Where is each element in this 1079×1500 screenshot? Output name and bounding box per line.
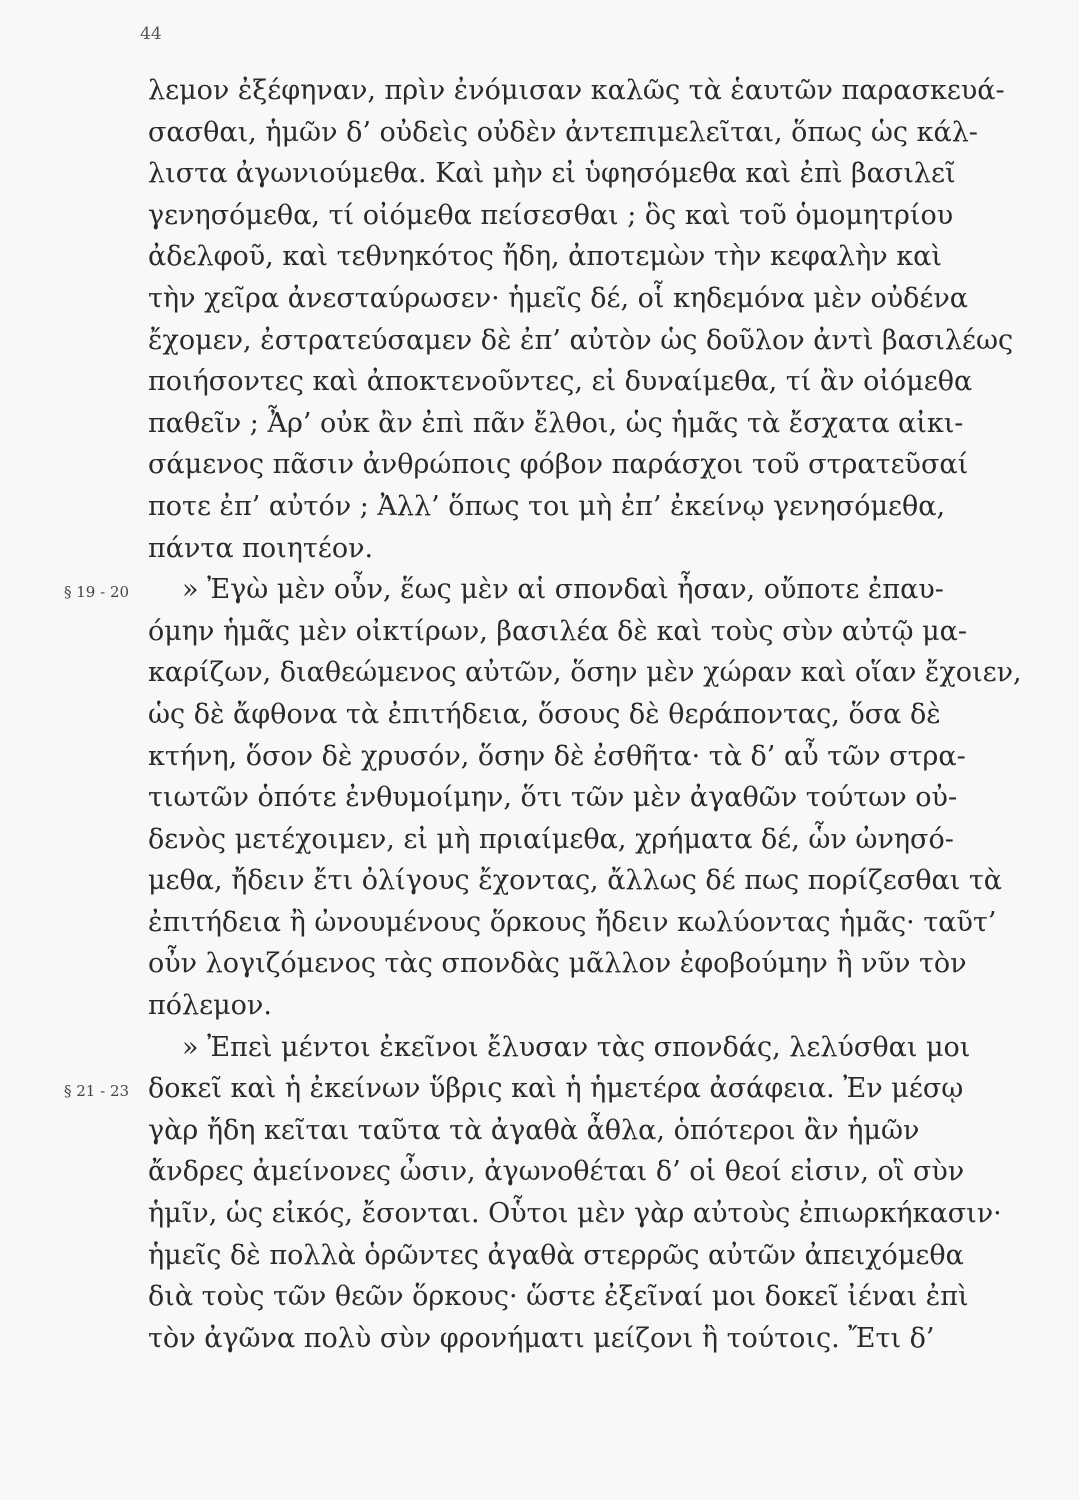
text-line: καρίζων, διαθεώμενος αὐτῶν, ὅσην μὲν χώραν καὶ οἵαν ἔχοιεν, bbox=[148, 657, 1022, 689]
text-line: σασθαι, ἡμῶν δ’ οὐδεὶς οὐδὲν ἀντεπιμελεῖται, ὅπως ὡς κάλ- bbox=[148, 116, 978, 148]
text-line: μεθα, ἤδειν ἔτι ὀλίγους ἔχοντας, ἄλλως δέ πως πορίζεσθαι τὰ bbox=[148, 865, 1003, 897]
text-line: δοκεῖ καὶ ἡ ἐκείνων ὕβρις καὶ ἡ ἡμετέρα ἀσάφεια. Ἐν μέσῳ bbox=[148, 1073, 964, 1105]
text-line: γενησόμεθα, τί οἰόμεθα πείσεσθαι ; ὃς καὶ τοῦ ὁμομητρίου bbox=[148, 199, 954, 231]
text-line: τιωτῶν ὁπότε ἐνθυμοίμην, ὅτι τῶν μὲν ἀγαθῶν τούτων οὐ- bbox=[148, 782, 958, 814]
text-line: τὸν ἀγῶνα πολὺ σὺν φρονήματι μείζονι ἢ τούτοις. Ἔτι δ’ bbox=[148, 1322, 935, 1354]
text-line: τὴν χεῖρα ἀνεσταύρωσεν· ἡμεῖς δέ, οἷ κηδεμόνα μὲν οὐδένα bbox=[148, 282, 969, 314]
text-line: λεμον ἐξέφηναν, πρὶν ἐνόμισαν καλῶς τὰ ἑαυτῶν παρασκευά- bbox=[148, 75, 1005, 106]
text-line: πάντα ποιητέον. bbox=[148, 532, 374, 564]
section-marker: § 21 - 23 bbox=[64, 1082, 130, 1101]
text-line: ἔχομεν, ἐστρατεύσαμεν δὲ ἐπ’ αὐτὸν ὡς δοῦλον ἀντὶ βασιλέως bbox=[148, 324, 1014, 356]
text-line: πόλεμον. bbox=[148, 990, 272, 1022]
text-line: οὖν λογιζόμενος τὰς σπονδὰς μᾶλλον ἐφοβούμην ἢ νῦν τὸν bbox=[148, 948, 967, 980]
text-line: ἀδελφοῦ, καὶ τεθνηκότος ἤδη, ἀποτεμὼν τὴν κεφαλὴν καὶ bbox=[148, 241, 942, 273]
text-line: ἡμεῖς δὲ πολλὰ ὁρῶντες ἀγαθὰ στερρῶς αὐτῶν ἀπειχόμεθα bbox=[148, 1239, 964, 1271]
text-line: διὰ τοὺς τῶν θεῶν ὅρκους· ὥστε ἐξεῖναί μοι δοκεῖ ἰέναι ἐπὶ bbox=[148, 1281, 969, 1313]
text-line: κτήνη, ὅσον δὲ χρυσόν, ὅσην δὲ ἐσθῆτα· τὰ δ’ αὖ τῶν στρα- bbox=[148, 740, 966, 772]
text-line: γὰρ ἤδη κεῖται ταῦτα τὰ ἀγαθὰ ἆθλα, ὁπότεροι ἂν ἡμῶν bbox=[148, 1114, 920, 1146]
text-line: λιστα ἀγωνιούμεθα. Καὶ μὴν εἰ ὑφησόμεθα καὶ ἐπὶ βασιλεῖ bbox=[148, 158, 956, 190]
body-text bbox=[148, 70, 1038, 1359]
text-line: ἄνδρες ἀμείνονες ὦσιν, ἀγωνοθέται δ’ οἱ θεοί εἰσιν, οἳ σὺν bbox=[148, 1156, 965, 1188]
text-line: δενὸς μετέχοιμεν, εἰ μὴ πριαίμεθα, χρήματα δέ, ὧν ὠνησό- bbox=[148, 823, 954, 855]
text-line: παθεῖν ; Ἆρ’ οὐκ ἂν ἐπὶ πᾶν ἔλθοι, ὡς ἡμᾶς τὰ ἔσχατα αἰκι- bbox=[148, 407, 964, 439]
text-line: ἡμῖν, ὡς εἰκός, ἔσονται. Οὗτοι μὲν γὰρ αὐτοὺς ἐπιωρκήκασιν· bbox=[148, 1198, 1002, 1230]
text-line: ποτε ἐπ’ αὐτόν ; Ἀλλ’ ὅπως τοι μὴ ἐπ’ ἐκείνῳ γενησόμεθα, bbox=[148, 490, 946, 522]
text-line: όμην ἡμᾶς μὲν οἰκτίρων, βασιλέα δὲ καὶ τοὺς σὺν αὐτῷ μα- bbox=[148, 615, 967, 647]
section-marker: § 19 - 20 bbox=[64, 583, 130, 602]
text-line: » Ἐπεὶ μέντοι ἐκεῖνοι ἔλυσαν τὰς σπονδάς, λελύσθαι μοι bbox=[182, 1031, 971, 1063]
page-number: 44 bbox=[140, 24, 162, 44]
text-line: ὡς δὲ ἄφθονα τὰ ἐπιτήδεια, ὅσους δὲ θεράποντας, ὅσα δὲ bbox=[148, 698, 941, 730]
text-line: » Ἐγὼ μὲν οὖν, ἕως μὲν αἱ σπονδαὶ ἦσαν, οὔποτε ἐπαυ- bbox=[182, 574, 944, 606]
text-line: ἐπιτήδεια ἢ ὠνουμένους ὅρκους ἤδειν κωλύοντας ἡμᾶς· ταῦτ’ bbox=[148, 906, 997, 938]
text-line: ποιήσοντες καὶ ἀποκτενοῦντες, εἰ δυναίμεθα, τί ἂν οἰόμεθα bbox=[148, 366, 973, 398]
text-line: σάμενος πᾶσιν ἀνθρώποις φόβον παράσχοι τοῦ στρατεῦσαί bbox=[148, 449, 969, 481]
